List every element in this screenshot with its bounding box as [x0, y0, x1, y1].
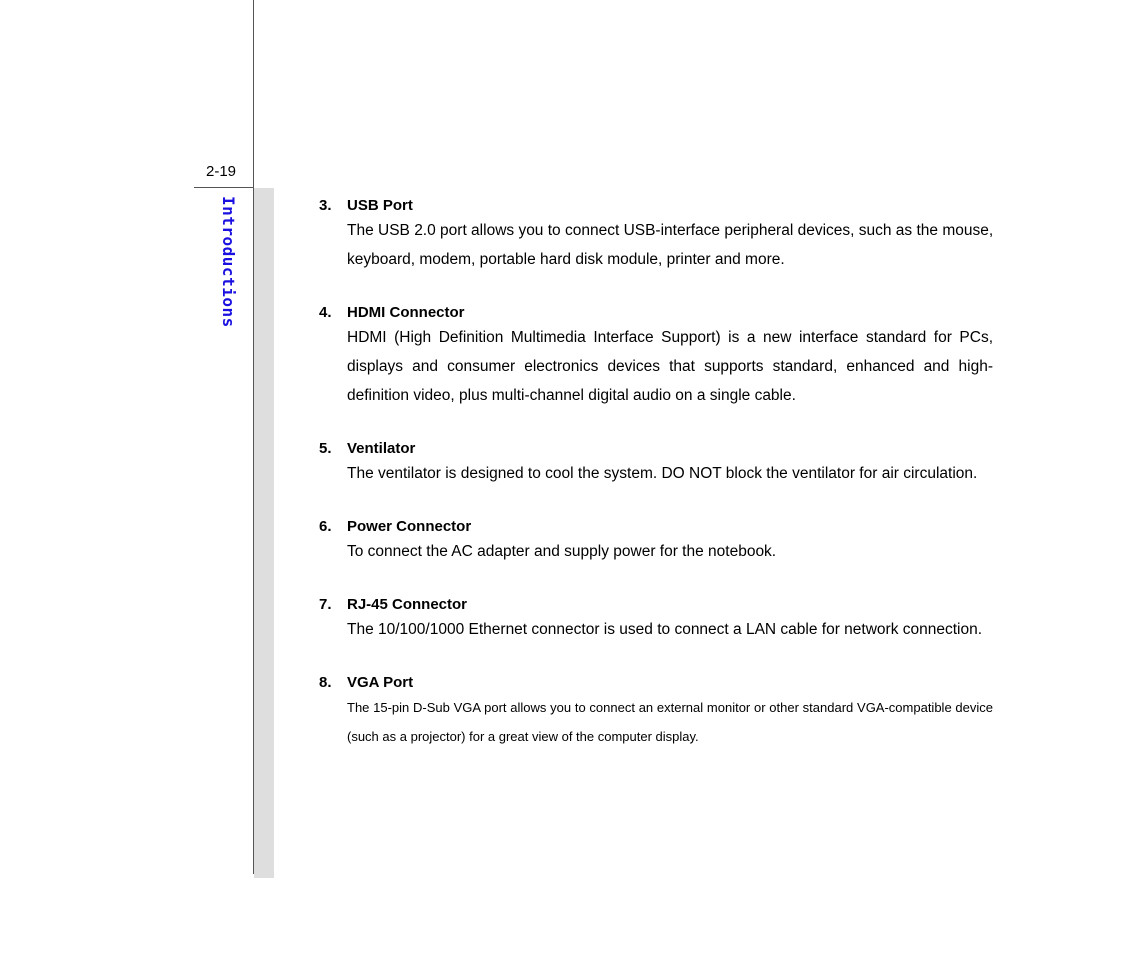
item-heading [319, 195, 1019, 216]
item-number: 3. [319, 197, 332, 214]
item-title: Ventilator [347, 440, 416, 457]
margin-gray-bar [254, 188, 274, 878]
list-item [319, 195, 1019, 274]
item-description: HDMI (High Definition Multimedia Interface Support) is a new interface standard for PCs, displays and consumer electronics devices that supports standard, enhanced and high-definition video, plus multi-channel digital audio on a single cable. [347, 329, 993, 404]
list-item [319, 438, 1019, 488]
item-heading [319, 516, 1019, 537]
page-number: 2-19 [206, 163, 237, 180]
item-number: 4. [319, 304, 332, 321]
item-number: 7. [319, 596, 332, 613]
item-title: HDMI Connector [347, 304, 465, 321]
content-list [319, 195, 1019, 779]
page-number-rule [194, 187, 254, 188]
item-description: The 15-pin D-Sub VGA port allows you to connect an external monitor or other standard VGA-compatible device (such as a projector) for a great view of the computer display. [347, 700, 993, 744]
item-heading [319, 438, 1019, 459]
item-heading [319, 594, 1019, 615]
item-description: The 10/100/1000 Ethernet connector is used to connect a LAN cable for network connection. [347, 621, 983, 638]
section-label: Introductions [219, 196, 238, 328]
item-number: 5. [319, 440, 332, 457]
list-item [319, 516, 1019, 566]
item-heading [319, 672, 1019, 693]
item-number: 6. [319, 518, 332, 535]
list-item [319, 672, 1019, 751]
item-description: The USB 2.0 port allows you to connect USB-interface peripheral devices, such as the mouse, keyboard, modem, portable hard disk module, printer and more. [347, 222, 994, 268]
item-description: The ventilator is designed to cool the system. DO NOT block the ventilator for air circulation. [347, 465, 978, 482]
item-title: VGA Port [347, 674, 414, 691]
list-item [319, 594, 1019, 644]
item-title: USB Port [347, 197, 413, 214]
item-title: RJ-45 Connector [347, 596, 468, 613]
item-heading [319, 302, 1019, 323]
list-item [319, 302, 1019, 410]
item-description: To connect the AC adapter and supply power for the notebook. [347, 543, 777, 560]
item-number: 8. [319, 674, 332, 691]
item-title: Power Connector [347, 518, 472, 535]
